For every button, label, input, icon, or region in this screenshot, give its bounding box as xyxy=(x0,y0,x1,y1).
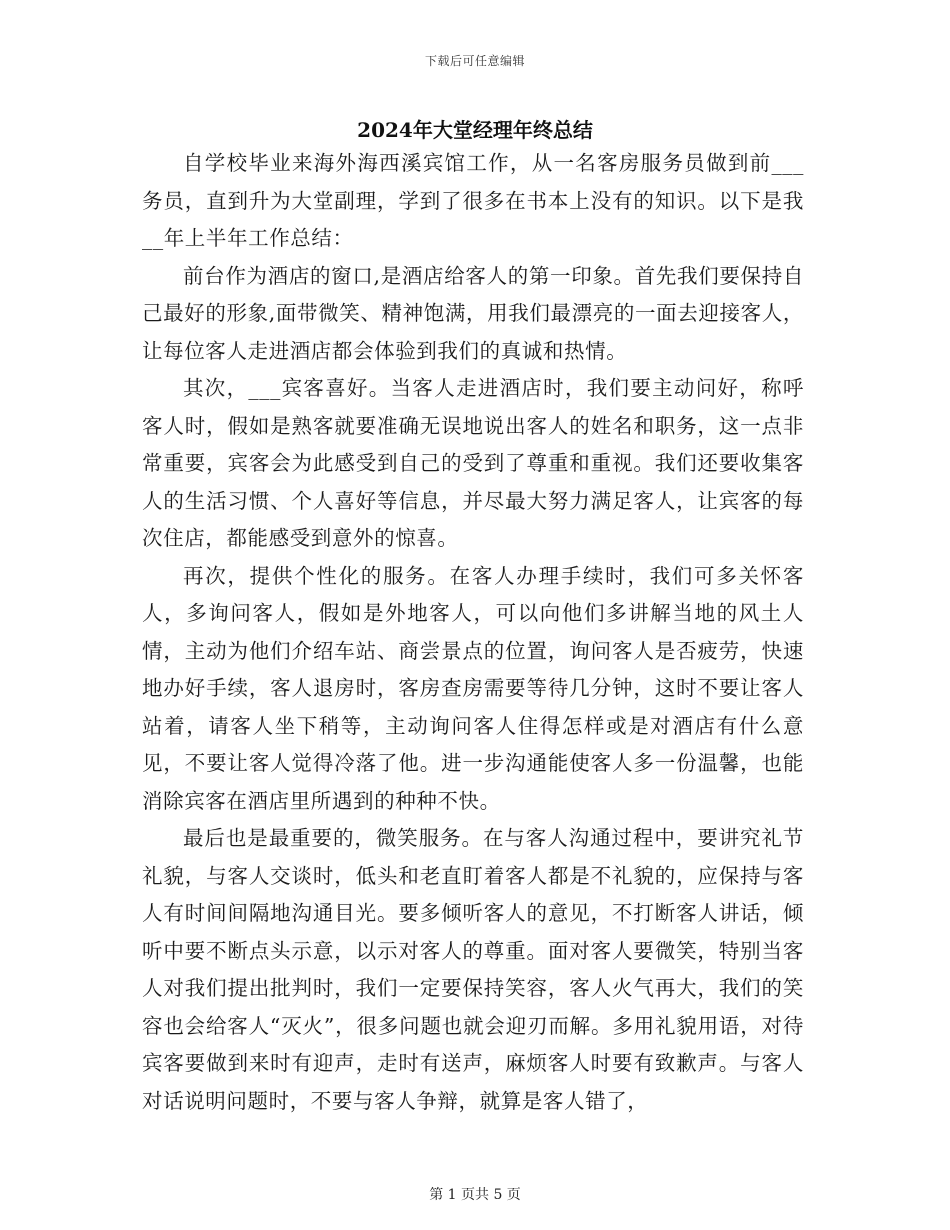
paragraph-guest-preferences: 其次，___宾客喜好。当客人走进酒店时，我们要主动问好，称呼客人时，假如是熟客就要准确无误地说出客人的姓名和职务，这一点非常重要，宾客会为此感受到自己的受到了尊重和重视。我们还要收集客人的生活习惯、个人喜好等信息，并尽最大努力满足客人，让宾客的每次住店，都能感受到意外的惊喜。 xyxy=(142,376,804,550)
paragraph-front-desk: 前台作为酒店的窗口,是酒店给客人的第一印象。首先我们要保持自己最好的形象,面带微笑、精神饱满，用我们最漂亮的一面去迎接客人，让每位客人走进酒店都会体验到我们的真诚和热情。 xyxy=(142,263,804,363)
page-indicator: 第 1 页共 5 页 xyxy=(429,1187,521,1203)
paragraph-personalized-service: 再次，提供个性化的服务。在客人办理手续时，我们可多关怀客人，多询问客人，假如是外地客人，可以向他们多讲解当地的风土人情，主动为他们介绍车站、商尝景点的位置，询问客人是否疲劳，快速地办好手续，客人退房时，客房查房需要等待几分钟，这时不要让客人站着，请客人坐下稍等，主动询问客人住得怎样或是对酒店有什么意见，不要让客人觉得冷落了他。进一步沟通能使客人多一份温馨，也能消除宾客在酒店里所遇到的种种不快。 xyxy=(142,563,804,813)
document-title: 2024年大堂经理年终总结 xyxy=(357,118,593,142)
header-note: 下载后可任意编辑 xyxy=(424,54,525,68)
document-body xyxy=(142,145,804,1120)
paragraph-intro: 自学校毕业来海外海西溪宾馆工作，从一名客房服务员做到前___务员，直到升为大堂副理，学到了很多在书本上没有的知识。以下是我__年上半年工作总结： xyxy=(142,151,804,250)
paragraph-smile-service: 最后也是最重要的，微笑服务。在与客人沟通过程中，要讲究礼节礼貌，与客人交谈时，低头和老直盯着客人都是不礼貌的，应保持与客人有时间间隔地沟通目光。要多倾听客人的意见，不打断客人讲话，倾听中要不断点头示意，以示对客人的尊重。面对客人要微笑，特别当客人对我们提出批判时，我们一定要保持笑容，客人火气再大，我们的笑容也会给客人“灭火”，很多问题也就会迎刃而解。多用礼貌用语，对待宾客要做到来时有迎声，走时有送声，麻烦客人时要有致歉声。与客人对话说明问题时，不要与客人争辩，就算是客人错了， xyxy=(142,826,804,1113)
